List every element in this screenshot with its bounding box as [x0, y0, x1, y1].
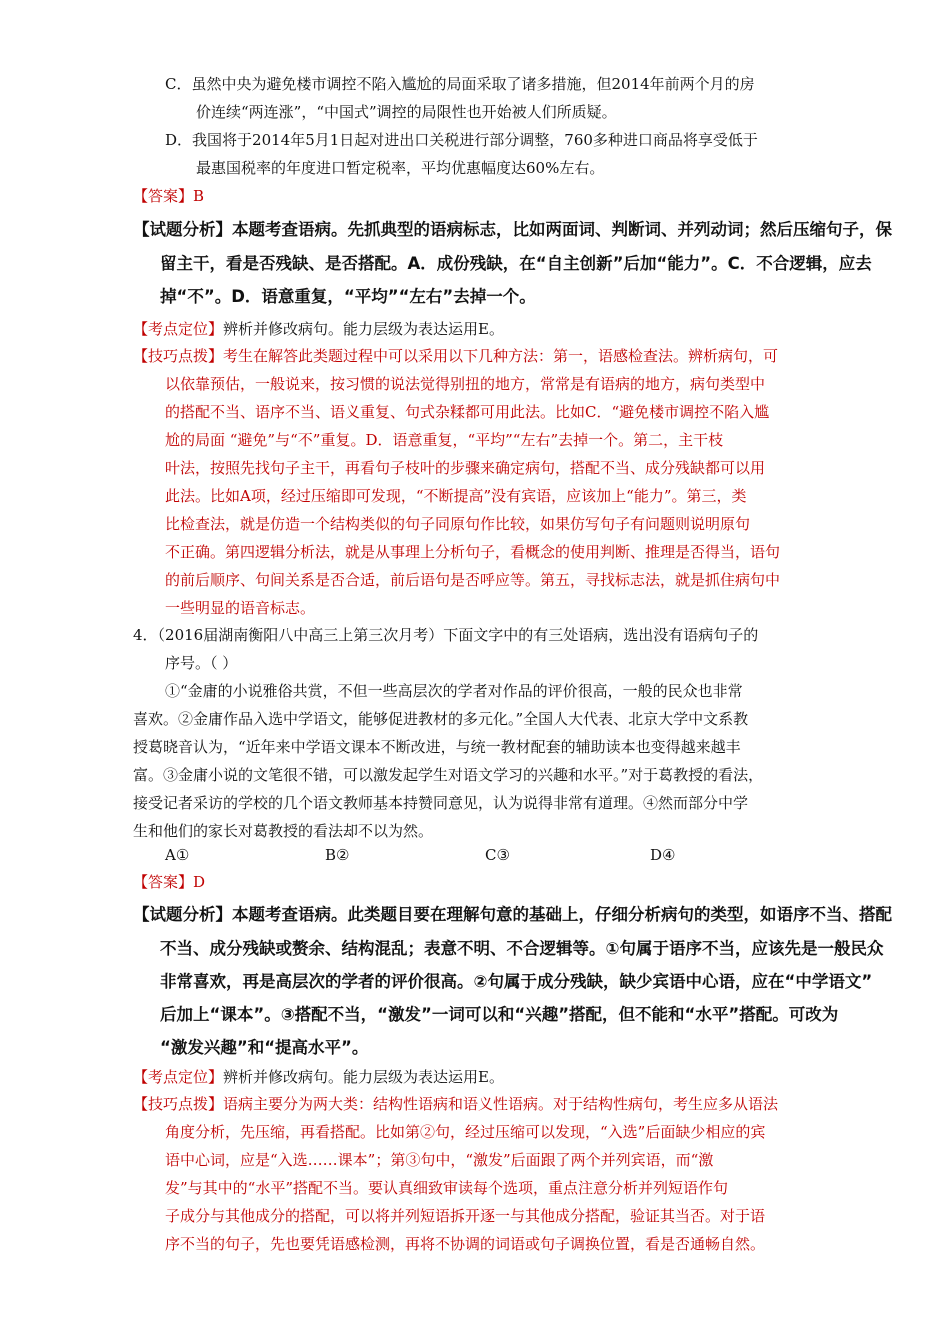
q4-jiqiao-line-3: 语中心词，应是“入选……课本”；第③句中，“激发”后面跟了两个并列宾语，而“激 [165, 1151, 714, 1169]
q3-jiqiao-line-7: 比检查法，就是仿造一个结构类似的句子同原句作比较，如果仿写句子有问题则说明原句 [165, 515, 751, 533]
option-c-line-1: C．虽然中央为避免楼市调控不陷入尴尬的局面采取了诸多措施，但2014年前两个月的房 [165, 75, 755, 93]
q4-passage-line-6: 生和他们的家长对葛教授的看法却不以为然。 [133, 822, 434, 840]
q4-passage-line-5: 接受记者采访的学校的几个语文教师基本持赞同意见，认为说得非常有道理。④然而部分中学 [133, 794, 749, 812]
option-c-line-2: 价连续“两连涨”，“中国式”调控的局限性也开始被人们所质疑。 [196, 103, 617, 121]
q4-passage-line-2: 喜欢。②金庸作品入选中学语文，能够促进教材的多元化。”全国人大代表、北京大学中文系教 [133, 710, 749, 728]
q4-stem-line-1: 4．（2016届湖南衡阳八中高三上第三次月考）下面文字中的有三处语病，选出没有语病句子的 [133, 626, 759, 644]
q3-analysis-line-2: 留主干，看是否残缺、是否搭配。A．成份残缺，在“自主创新”后加“能力”。C．不合逻辑，应去 [160, 254, 872, 273]
q4-analysis-line-2: 不当、成分残缺或赘余、结构混乱；表意不明、不合逻辑等。①句属于语序不当，应该先是一般民众 [160, 939, 884, 958]
q4-jiqiao-line-5: 子成分与其他成分的搭配，可以将并列短语拆开逐一与其他成分搭配，验证其当否。对于语 [165, 1207, 766, 1225]
q4-analysis-line-1: 【试题分析】本题考查语病。此类题目要在理解句意的基础上，仔细分析病句的类型，如语序不当、搭配 [133, 905, 892, 924]
q3-jiqiao-line-10: 一些明显的语音标志。 [165, 599, 316, 617]
q3-analysis-line-1: 【试题分析】本题考查语病。先抓典型的语病标志，比如两面词、判断词、并列动词；然后压缩句子，保 [133, 220, 892, 239]
q3-kaodian: 【考点定位】辨析并修改病句。能力层级为表达运用E。 [133, 320, 504, 338]
option-d-line-1: D．我国将于2014年5月1日起对进出口关税进行部分调整，760多种进口商品将享受低于 [165, 131, 758, 149]
answer-tag: 【答案】 [133, 187, 194, 205]
q3-jiqiao-line-1: 【技巧点拨】考生在解答此类题过程中可以采用以下几种方法：第一，语感检查法。辨析病句，可 [133, 347, 779, 365]
q4-analysis-line-5: “激发兴趣”和“提高水平”。 [160, 1038, 369, 1057]
q4-passage-line-3: 授葛晓音认为，“近年来中学语文课本不断改进，与统一教材配套的辅助读本也变得越来越丰 [133, 738, 741, 756]
q4-jiqiao-line-2: 角度分析，先压缩，再看搭配。比如第②句，经过压缩可以发现，“入选”后面缺少相应的宾 [165, 1123, 766, 1141]
q4-jiqiao-line-4: 发”与其中的“水平”搭配不当。要认真细致审读每个选项，重点注意分析并列短语作句 [165, 1179, 729, 1197]
answer-tag: 【答案】 [133, 873, 194, 891]
q4-answer [133, 872, 205, 892]
q4-stem-line-2: 序号。（ ） [165, 654, 238, 672]
q3-jiqiao-line-2: 以依靠预估，一般说来，按习惯的说法觉得别扭的地方，常常是有语病的地方，病句类型中 [165, 375, 766, 393]
q4-analysis-line-3: 非常喜欢，再是高层次的学者的评价很高。②句属于成分残缺，缺少宾语中心语，应在“中学语文” [160, 972, 873, 991]
q4-option-c: C③ [485, 846, 510, 864]
q4-analysis-line-4: 后加上“课本”。③搭配不当，“激发”一词可以和“兴趣”搭配，但不能和“水平”搭配。可改为 [160, 1005, 839, 1024]
q4-option-b: B② [325, 846, 350, 864]
q3-jiqiao-line-4: 尬的局面 “避免”与“不”重复。D．语意重复，“平均”“左右”去掉一个。第二，主干枝 [165, 431, 724, 449]
q4-passage-line-1: ①“金庸的小说雅俗共赏，不但一些高层次的学者对作品的评价很高，一般的民众也非常 [165, 682, 743, 700]
q3-jiqiao-line-3: 的搭配不当、语序不当、语义重复、句式杂糅都可用此法。比如C．“避免楼市调控不陷入尴 [165, 403, 770, 421]
q3-answer [133, 186, 204, 206]
q3-jiqiao-line-6: 此法。比如A项，经过压缩即可发现，“不断提高”没有宾语，应该加上“能力”。第三，类 [165, 487, 747, 505]
q3-jiqiao-line-5: 叶法，按照先找句子主干，再看句子枝叶的步骤来确定病句，搭配不当、成分残缺都可以用 [165, 459, 766, 477]
q3-jiqiao-line-8: 不正确。第四逻辑分析法，就是从事理上分析句子，看概念的使用判断、推理是否得当，语句 [165, 543, 781, 561]
answer-value: B [193, 187, 205, 205]
q4-option-a: A① [165, 846, 190, 864]
kaodian-tag: 【考点定位】 [133, 320, 224, 338]
option-d-line-2: 最惠国税率的年度进口暂定税率，平均优惠幅度达60%左右。 [196, 159, 605, 177]
q4-kaodian: 【考点定位】辨析并修改病句。能力层级为表达运用E。 [133, 1068, 504, 1086]
q4-jiqiao-line-1: 【技巧点拨】语病主要分为两大类：结构性语病和语义性语病。对于结构性病句，考生应多从语法 [133, 1095, 779, 1113]
q3-jiqiao-line-9: 的前后顺序、句间关系是否合适，前后语句是否呼应等。第五，寻找标志法，就是抓住病句中 [165, 571, 781, 589]
analysis-tag: 【试题分析】 [133, 905, 232, 924]
q4-option-d: D④ [650, 846, 676, 864]
jiqiao-tag: 【技巧点拨】 [133, 347, 224, 365]
q3-analysis-line-3: 掉“不”。D．语意重复，“平均”“左右”去掉一个。 [160, 287, 536, 306]
kaodian-tag: 【考点定位】 [133, 1068, 224, 1086]
answer-value: D [193, 873, 206, 891]
q4-passage-line-4: 富。③金庸小说的文笔很不错，可以激发起学生对语文学习的兴趣和水平。”对于葛教授的看法， [133, 766, 764, 784]
analysis-tag: 【试题分析】 [133, 220, 232, 239]
q4-jiqiao-line-6: 序不当的句子，先也要凭语感检测，再将不协调的词语或句子调换位置，看是否通畅自然。 [165, 1235, 766, 1253]
jiqiao-tag: 【技巧点拨】 [133, 1095, 224, 1113]
